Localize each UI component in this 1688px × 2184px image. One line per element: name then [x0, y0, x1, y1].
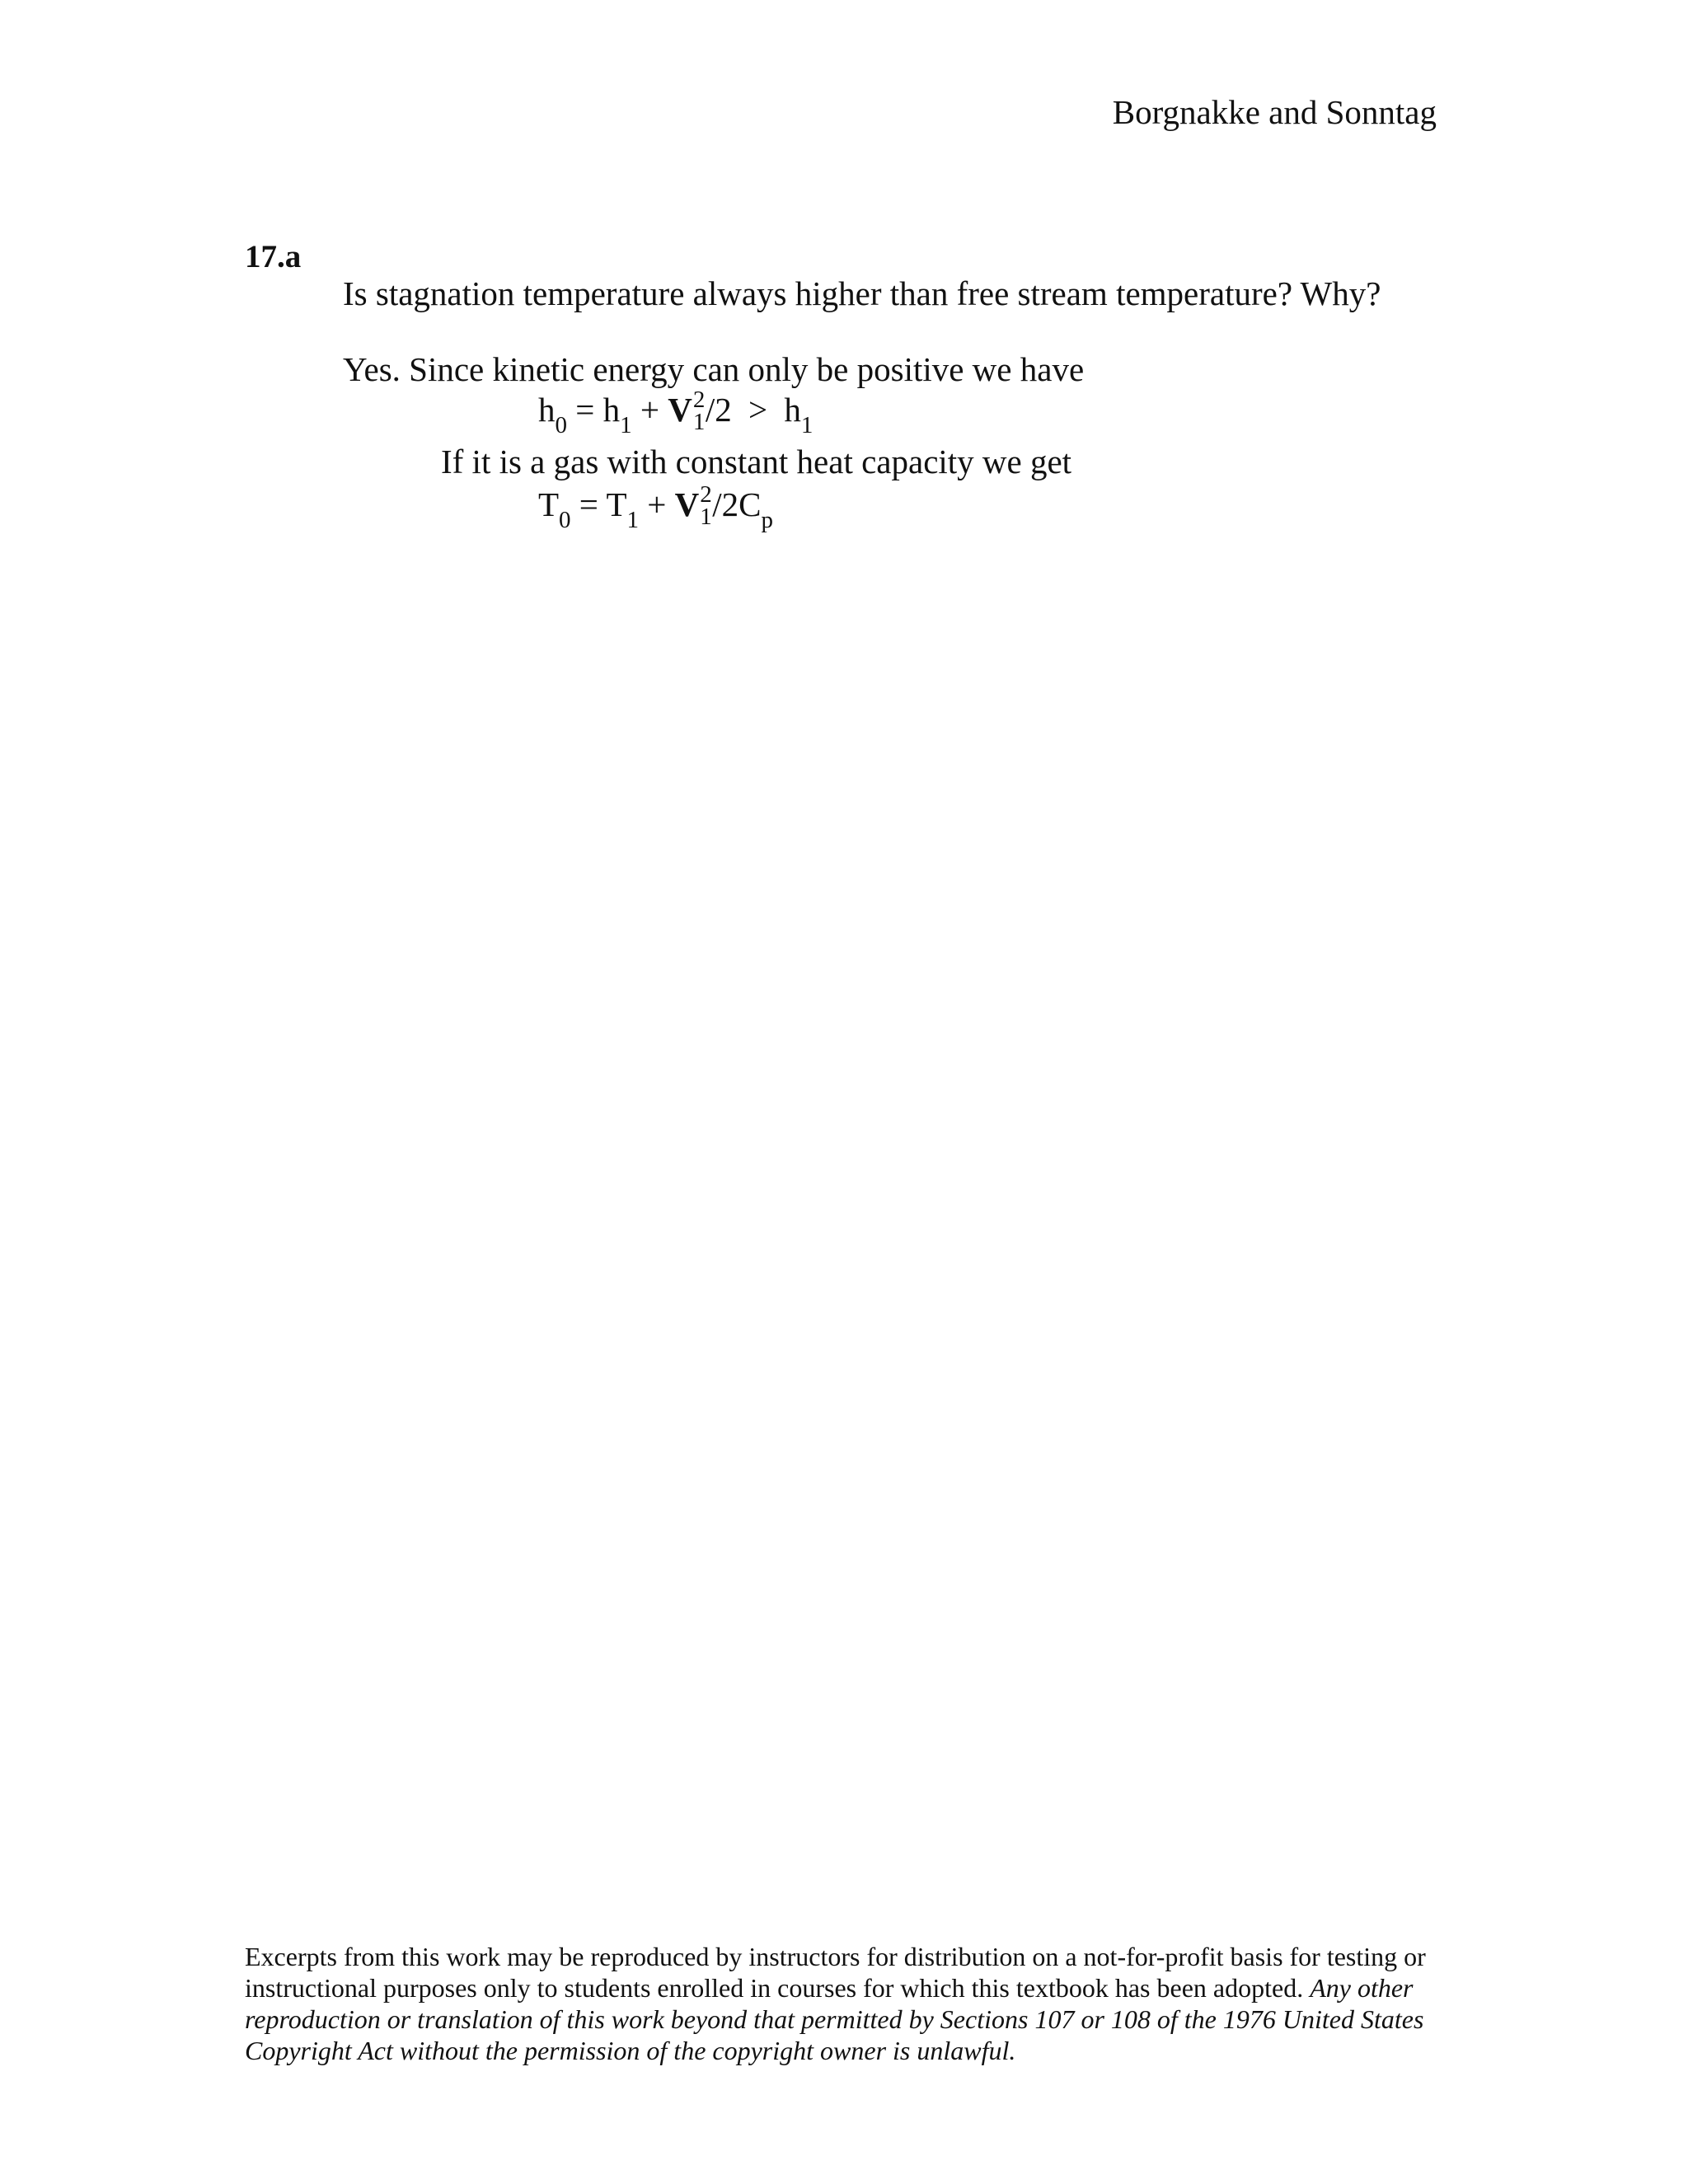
eq-h0-subscript: 0 — [555, 412, 567, 438]
footer-legal-warning: Any other reproduction or translation of this work beyond that permitted by Sections 107 or 108 of the 1976 United States Copyright Act without the permission of the copyright owner is unlawful. — [245, 1973, 1424, 2065]
eq-equals: = — [575, 391, 595, 429]
enthalpy-equation — [538, 387, 814, 438]
eq-velocity-subscript: 1 — [692, 409, 706, 435]
problem-number: 17.a — [245, 239, 302, 274]
eq-greater-than: > — [748, 391, 768, 429]
eq2-velocity-subscript: 1 — [700, 504, 712, 530]
copyright-footer — [245, 1941, 1448, 2066]
eq2-equals: = — [579, 485, 598, 523]
header-authors: Borgnakke and Sonntag — [1112, 93, 1437, 131]
eq2-velocity-symbol: V — [674, 485, 700, 523]
eq-h1-subscript: 1 — [620, 412, 632, 438]
condition-text: If it is a gas with constant heat capacity we get — [441, 443, 1072, 480]
eq2-t1-subscript: 1 — [626, 507, 639, 533]
eq-divide-two: /2 — [705, 391, 732, 429]
eq2-velocity-superscript: 2 — [700, 481, 712, 508]
eq-h1-symbol: h — [603, 391, 621, 429]
eq2-t0-subscript: 0 — [559, 507, 571, 533]
eq-h0-symbol: h — [538, 391, 556, 429]
eq2-t1-symbol: T — [606, 485, 627, 523]
eq2-divide-2cp: /2C — [712, 485, 762, 523]
eq2-t0-symbol: T — [538, 485, 560, 523]
eq-velocity-indices — [692, 387, 706, 435]
eq-velocity-superscript: 2 — [692, 387, 706, 413]
eq-velocity-symbol: V — [668, 391, 692, 429]
footer-notice: Excerpts from this work may be reproduced by instructors for distribution on a not-for-profit basis for testing or instructional purposes only to students enrolled in courses for which this textbook has been adopted. — [245, 1942, 1426, 2003]
temperature-equation — [538, 481, 773, 533]
eq-plus: + — [640, 391, 659, 429]
question-text: Is stagnation temperature always higher than free stream temperature? Why? — [343, 274, 1381, 312]
eq2-velocity-indices — [699, 481, 712, 530]
eq2-cp-subscript: p — [761, 507, 773, 533]
eq-h1-rhs-symbol: h — [784, 391, 801, 429]
answer-intro: Yes. Since kinetic energy can only be positive we have — [343, 350, 1085, 388]
eq-h1-rhs-subscript: 1 — [800, 412, 814, 438]
eq2-plus: + — [647, 485, 667, 523]
